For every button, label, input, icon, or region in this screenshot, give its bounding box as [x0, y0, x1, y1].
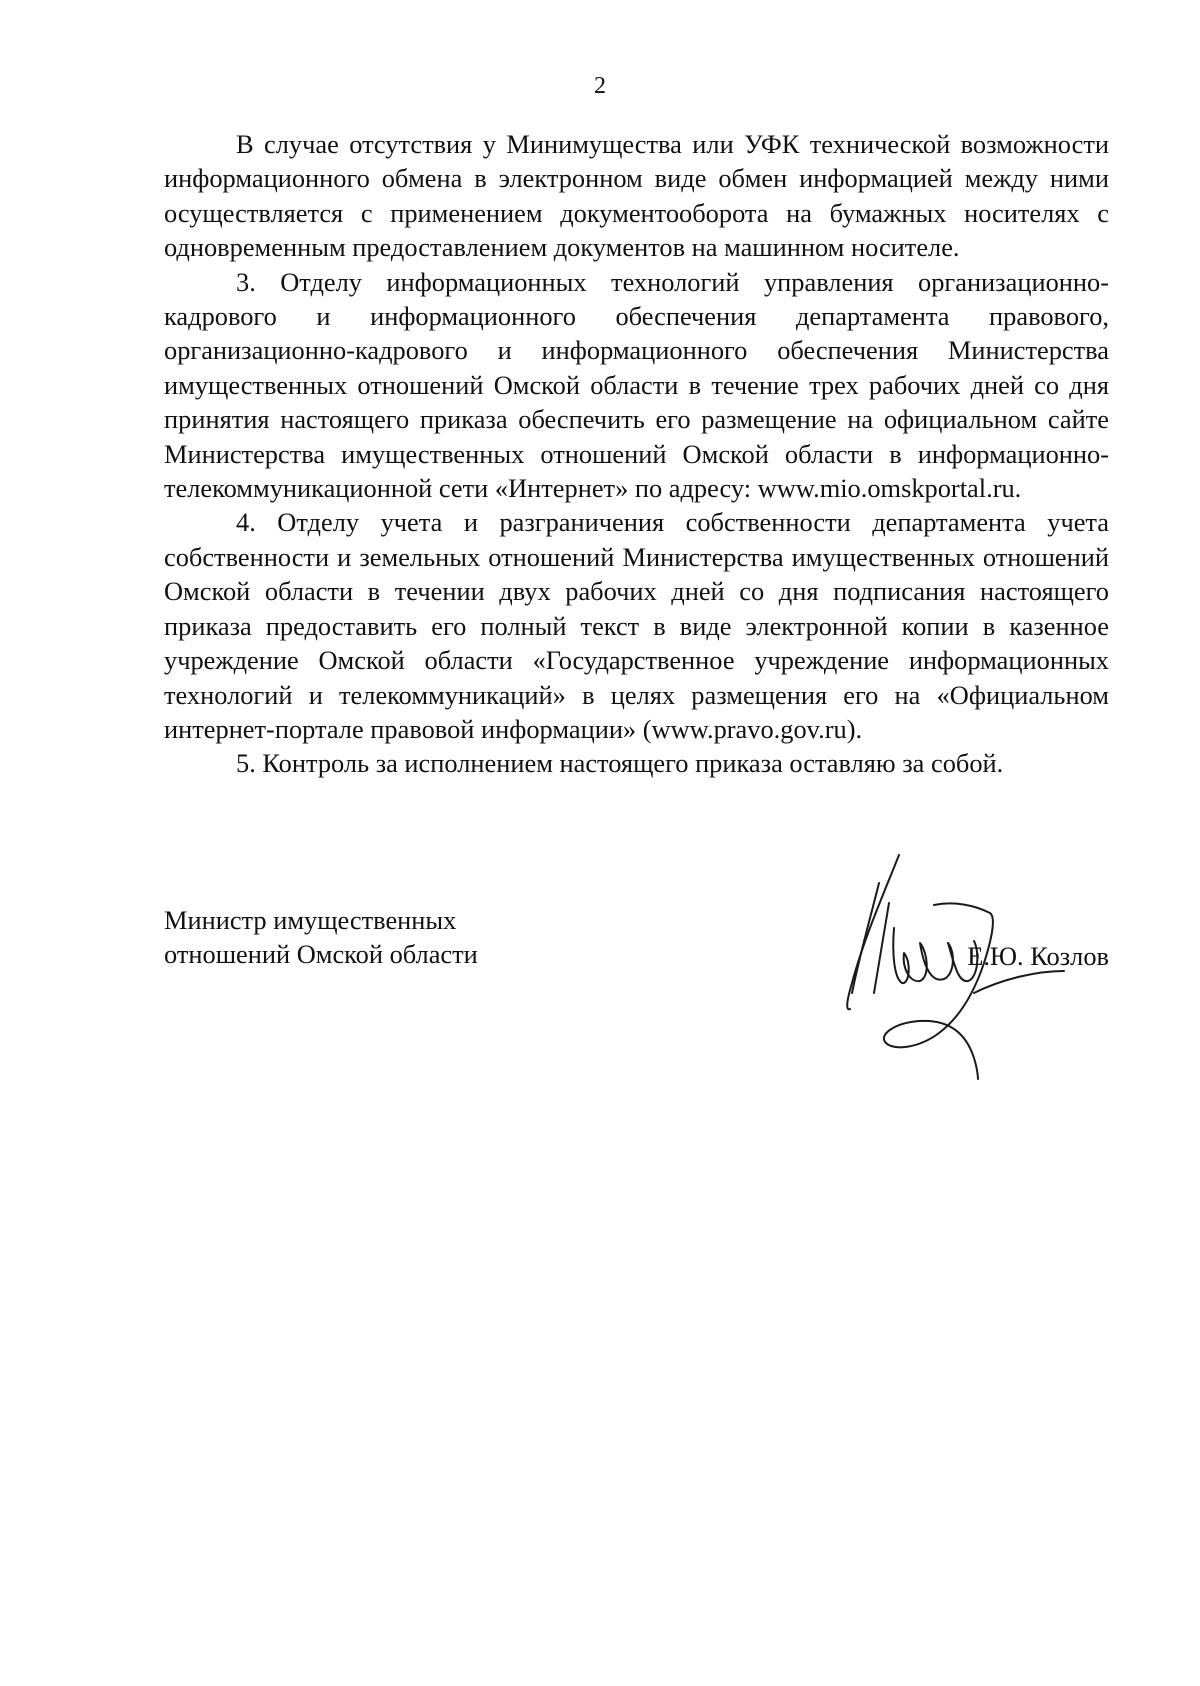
document-body: [164, 127, 1109, 781]
signatory-title-line-2: отношений Омской области: [164, 939, 478, 970]
paragraph-5-control: 5. Контроль за исполнением настоящего приказа оставляю за собой.: [236, 748, 1004, 779]
signatory-name: Е.Ю. Козлов: [967, 941, 1109, 971]
signature-block: [164, 903, 1109, 1093]
signatory-title-line-1: Министр имущественных: [164, 905, 457, 935]
paragraph-4-accounting-department: 4. Отделу учета и разграничения собственности департамента учета собственности и земельных отношений Министерства имущественных отношений Омской области в течении двух рабочих дней со дня подписания настоящего приказа предоставить его полный текст в виде электронной копии в казенное учреждение Омской области «Государственное учреждение информационных технологий и телекоммуникаций» в целях размещения его на «Официальном интернет-портале правовой информации» (www.pravo.gov.ru).: [164, 507, 1109, 744]
signatory-title: [164, 903, 478, 972]
paragraph-3-it-department: 3. Отделу информационных технологий управления организационно-кадрового и информационного обеспечения департамента правового, организационно-кадрового и информационного обеспечения Министерства имущественных отношений Омской области в течение трех рабочих дней со дня принятия настоящего приказа обеспечить его размещение на официальном сайте Министерства имущественных отношений Омской области в информационно-телекоммуникационной сети «Интернет» по адресу: www.mio.omskportal.ru.: [164, 266, 1109, 504]
paragraph-exchange-fallback: В случае отсутствия у Минимущества или УФК технической возможности информационного обмена в электронном виде обмен информацией между ними осуществляется с применением документооборота на бумажных носителях с одновременным предоставлением документов на машинном носителе.: [164, 129, 1109, 263]
page-number: 2: [594, 73, 606, 99]
